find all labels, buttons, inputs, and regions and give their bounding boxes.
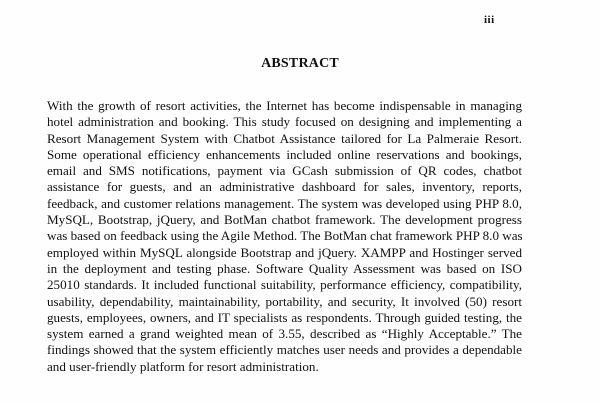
abstract-line: in the deployment and testing phase. Software Quality Assessment was based on ISO (47, 260, 522, 276)
abstract-line: guests, employees, owners, and IT specialists as respondents. Through guided testing, the (47, 309, 522, 325)
abstract-line: was based on feedback using the Agile Method. The BotMan chat framework PHP 8.0 was (47, 228, 523, 244)
page-number: iii (484, 14, 495, 26)
abstract-body (47, 98, 522, 375)
abstract-line: Resort Management System with Chatbot Assistance tailored for La Palmeraie Resort. (47, 130, 522, 146)
abstract-line: findings showed that the system efficiently matches user needs and provides a dependable (47, 342, 522, 358)
abstract-line: usability, dependability, maintainability, portability, and security, It involved (50) resort (47, 293, 522, 309)
abstract-heading: ABSTRACT (261, 56, 339, 71)
abstract-line: 25010 standards. It included functional suitability, performance efficiency, compatibility, (47, 277, 522, 293)
abstract-line: With the growth of resort activities, the Internet has become indispensable in managing (47, 98, 522, 113)
abstract-line: hotel administration and booking. This study focused on designing and implementing a (47, 114, 522, 130)
abstract-line: assistance for guests, and an administrative dashboard for sales, inventory, reports, (47, 179, 522, 195)
abstract-line: system earned a grand weighted mean of 3.55, described as “Highly Acceptable.” The (47, 326, 522, 342)
abstract-line: employed within MySQL alongside Bootstrap and jQuery. XAMPP and Hostinger served (47, 244, 522, 260)
abstract-line: email and SMS notifications, payment via GCash submission of QR codes, chatbot (47, 163, 522, 179)
abstract-line: Some operational efficiency enhancements included online reservations and bookings, (47, 146, 522, 162)
abstract-line: feedback, and customer relations management. The system was developed using PHP 8.0, (47, 195, 522, 211)
abstract-line-last: and user-friendly platform for resort administration. (47, 358, 319, 374)
abstract-line: MySQL, Bootstrap, jQuery, and BotMan chatbot framework. The development progress (47, 212, 522, 228)
